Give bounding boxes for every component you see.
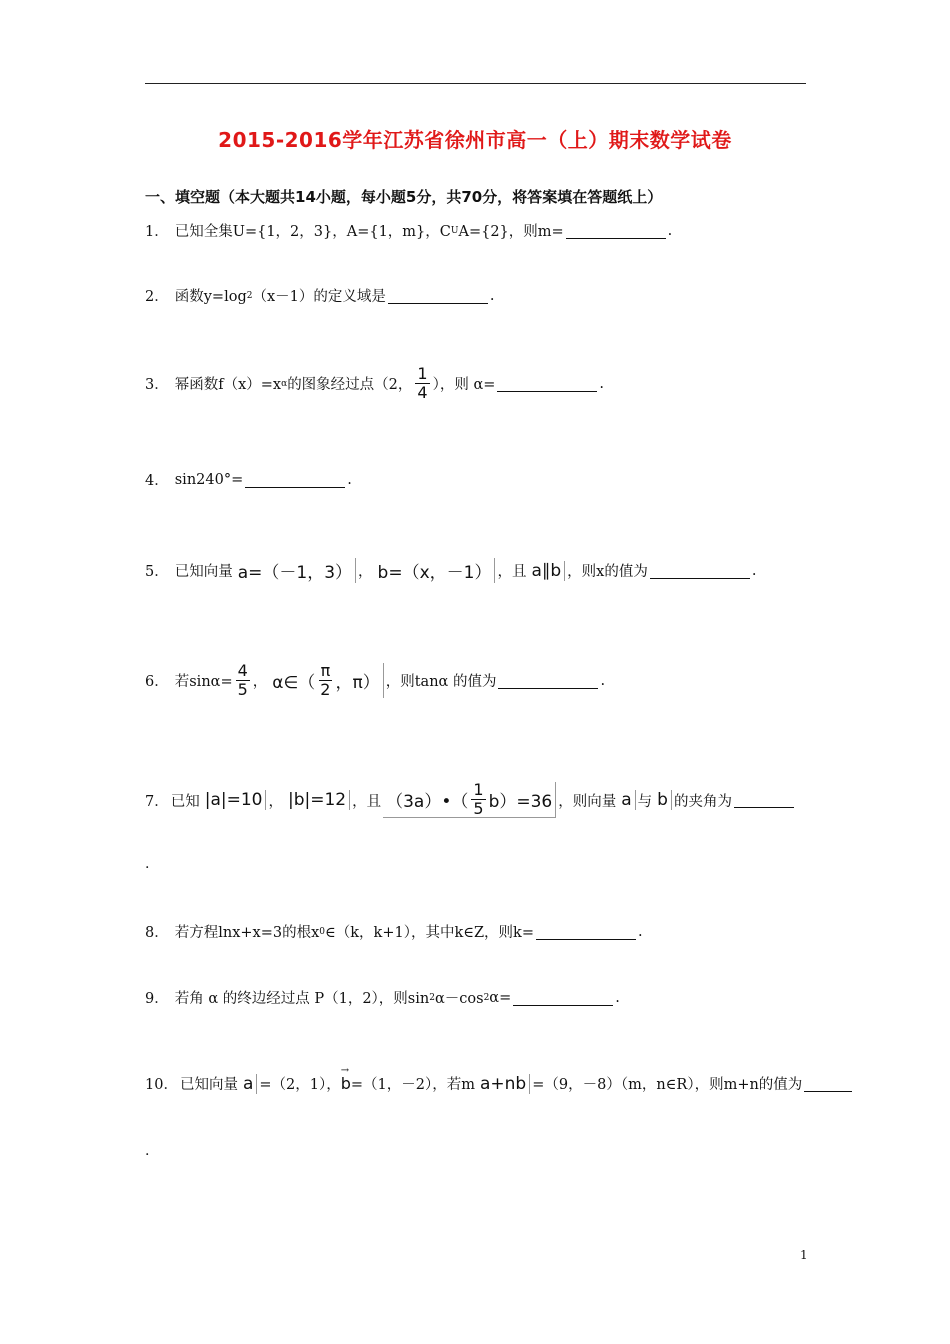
- page-number: 1: [800, 1248, 808, 1262]
- question-text: ，且: [497, 564, 527, 580]
- expr-part: b）=36: [488, 792, 553, 812]
- vector-b: b: [340, 1074, 351, 1093]
- question-number: 8．: [145, 925, 169, 941]
- question-10: [145, 1065, 854, 1094]
- vector-a: a: [618, 790, 635, 810]
- section-heading: 一、填空题（本大题共14小题，每小题5分，共70分，将答案填在答题纸上）: [145, 188, 663, 206]
- question-5: [145, 558, 756, 583]
- question-number: 5．: [145, 564, 169, 580]
- question-text: 与: [637, 793, 653, 810]
- period: .: [667, 222, 673, 239]
- question-3: [145, 366, 604, 401]
- numerator: 1: [417, 364, 428, 383]
- page-title: 2015-2016学年江苏省徐州市高一（上）期末数学试卷: [218, 128, 732, 152]
- period: .: [145, 1143, 150, 1159]
- answer-blank[interactable]: [536, 924, 636, 940]
- answer-blank[interactable]: [566, 223, 666, 239]
- parallel-expression: a∥b: [528, 561, 565, 581]
- answer-blank[interactable]: [498, 673, 598, 689]
- superscript: 2: [429, 992, 435, 1003]
- question-text: ），则 α=: [432, 377, 496, 393]
- superscript: α: [281, 378, 288, 389]
- question-text: 若方程lnx+x=3的根x: [174, 925, 320, 941]
- question-number: 7．: [145, 793, 169, 810]
- answer-blank[interactable]: [513, 990, 613, 1006]
- question-number: 6．: [145, 674, 169, 690]
- question-text: 幂函数f（x）=x: [174, 377, 282, 393]
- fraction: [318, 663, 332, 698]
- norm-a-expression: |a|=10: [202, 790, 267, 810]
- range-open: α∈（: [272, 673, 316, 693]
- question-text: （x－1）的定义域是: [252, 289, 386, 305]
- range-close: ，π）: [335, 673, 380, 693]
- answer-blank[interactable]: [650, 563, 750, 579]
- question-7: [145, 782, 796, 818]
- period: .: [637, 923, 643, 940]
- question-text: 已知向量: [179, 1077, 238, 1093]
- question-number: 1．: [145, 224, 169, 240]
- norm-b-expression: |b|=12: [285, 790, 350, 810]
- separator: ，: [358, 564, 373, 580]
- fraction: [236, 663, 250, 698]
- question-text: ，则tanα 的值为: [385, 674, 497, 690]
- period: .: [600, 672, 606, 689]
- question-text: 函数y=log: [174, 289, 247, 305]
- arrow-icon: →: [340, 1065, 350, 1076]
- question-text: sin240°=: [174, 471, 244, 488]
- question-text: =（2，1），: [259, 1077, 341, 1093]
- question-text: 已知: [170, 793, 200, 810]
- top-rule: [145, 83, 806, 84]
- question-text: ，则向量: [558, 793, 617, 810]
- superscript: 2: [483, 992, 490, 1003]
- alpha-range-expression: [269, 663, 383, 698]
- question-text: 已知全集U={1，2，3}，A={1，m}，C: [174, 224, 451, 240]
- vector-a: a: [240, 1074, 257, 1094]
- question-number: 4．: [145, 473, 169, 489]
- period: .: [489, 287, 495, 304]
- question-8: [145, 921, 643, 942]
- answer-blank[interactable]: [804, 1076, 852, 1092]
- answer-blank[interactable]: [497, 376, 597, 392]
- question-text: ，则x的值为: [567, 564, 648, 580]
- denominator: 5: [237, 680, 248, 699]
- question-text: 的夹角为: [673, 793, 732, 810]
- question-6: [145, 663, 605, 698]
- question-text: ∈（k，k+1），其中k∈Z，则k=: [325, 925, 534, 941]
- linear-combination-expression: a+nb: [477, 1074, 530, 1094]
- question-number: 10．: [145, 1077, 178, 1093]
- question-text: α=: [489, 989, 512, 1006]
- question-number: 9．: [145, 991, 169, 1007]
- question-text: 若sinα=: [174, 674, 233, 690]
- separator: ，: [268, 793, 283, 810]
- question-number: 2．: [145, 289, 169, 305]
- question-number: 3．: [145, 377, 169, 393]
- fraction: [471, 782, 485, 817]
- vector-b: b: [654, 790, 672, 810]
- period: .: [599, 375, 605, 392]
- separator: ，: [252, 674, 268, 690]
- answer-blank[interactable]: [245, 472, 345, 488]
- numerator: π: [320, 661, 331, 680]
- subscript: 0: [319, 926, 326, 937]
- period: .: [145, 856, 150, 872]
- dot-product-expression: [383, 782, 556, 818]
- expr-part: （3a）•（: [386, 792, 469, 812]
- question-2: [145, 285, 494, 306]
- period: .: [615, 989, 620, 1006]
- numerator: 4: [237, 661, 248, 680]
- period: .: [347, 471, 352, 488]
- question-text: =（9，－8）（m，n∈R），则m+n的值为: [532, 1077, 803, 1093]
- question-9: [145, 987, 620, 1008]
- answer-blank[interactable]: [734, 792, 794, 808]
- question-text: ，且: [352, 793, 382, 810]
- numerator: 1: [473, 780, 484, 799]
- question-text: 若角 α 的终边经过点 P（1，2），则sin: [174, 991, 430, 1007]
- denominator: 2: [320, 680, 331, 699]
- question-text: 已知向量: [174, 564, 233, 580]
- vector-a-expression: a=（－1，3）: [235, 558, 356, 583]
- vector-b-with-arrow: [340, 1065, 351, 1093]
- question-text: =（1，－2），若m: [350, 1077, 475, 1093]
- subscript: 2: [246, 290, 253, 301]
- question-1: [145, 220, 672, 241]
- question-text: 的图象经过点（2，: [287, 377, 413, 393]
- subscript: U: [450, 225, 459, 236]
- question-text: α－cos: [434, 991, 484, 1007]
- question-4: [145, 469, 352, 490]
- fraction: [415, 366, 429, 401]
- question-text: A={2}，则m=: [458, 224, 564, 240]
- denominator: 5: [473, 799, 484, 818]
- denominator: 4: [417, 383, 428, 402]
- period: .: [751, 562, 757, 579]
- answer-blank[interactable]: [388, 288, 488, 304]
- vector-b-expression: b=（x，－1）: [375, 558, 496, 583]
